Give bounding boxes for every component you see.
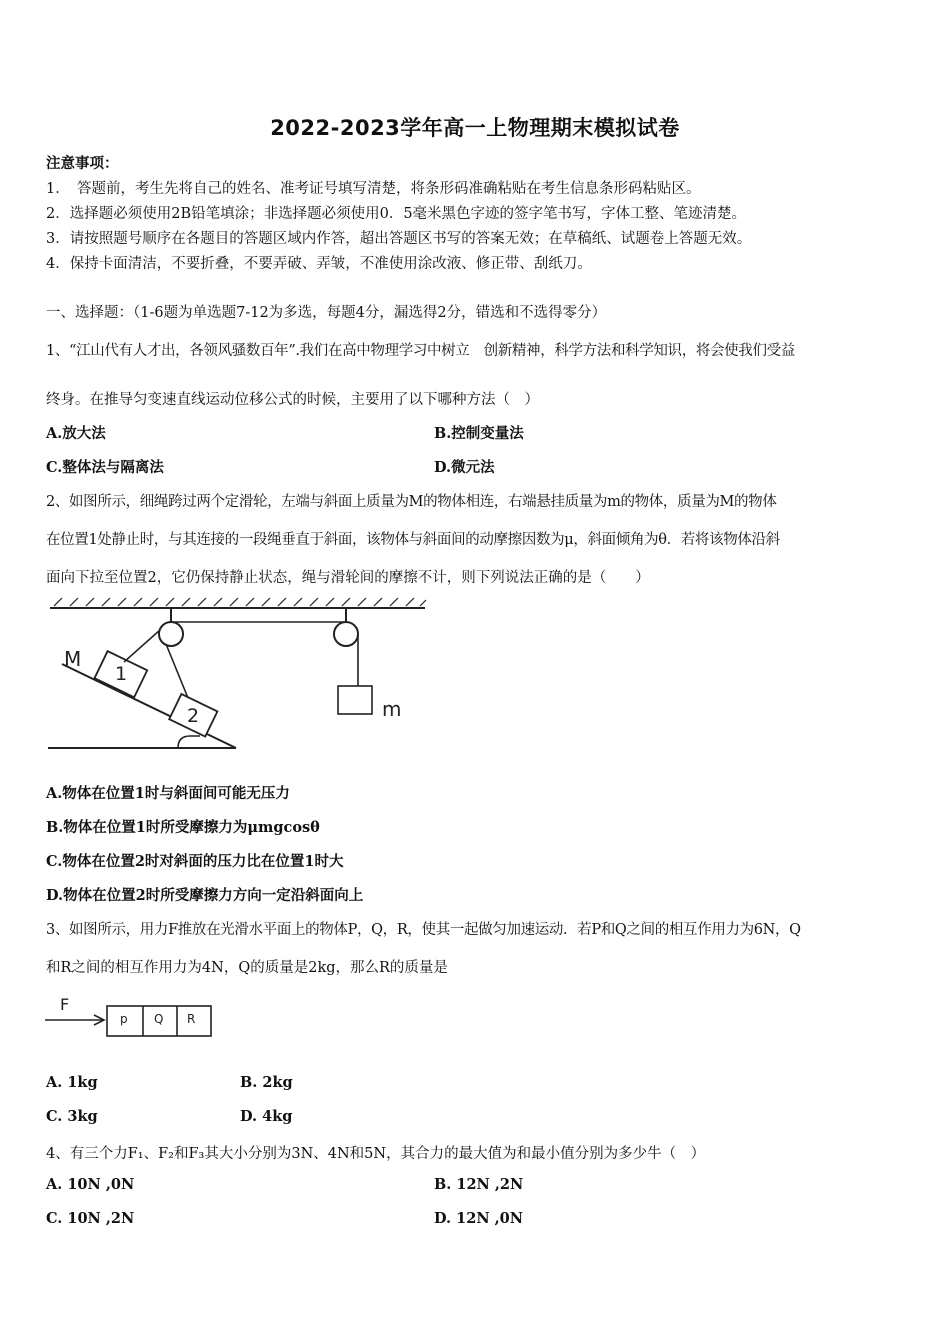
q1-stem-line2: 终身。在推导匀变速直线运动位移公式的时候，主要用了以下哪种方法（ ） <box>46 392 539 408</box>
label-1: 1 <box>115 663 128 685</box>
q2-option-d: D.物体在位置2时所受摩擦力方向一定沿斜面向上 <box>46 887 364 904</box>
q4-option-c: C. 10N ,2N <box>46 1210 135 1227</box>
q1-option-b: B.控制变量法 <box>434 425 524 442</box>
q1-option-a: A.放大法 <box>46 425 106 442</box>
label-R: R <box>187 1012 196 1026</box>
label-p: p <box>120 1012 128 1026</box>
pulley-incline-figure <box>40 596 440 756</box>
q4-option-d: D. 12N ,0N <box>434 1210 524 1227</box>
q4-stem-line1: 4、有三个力F₁、F₂和F₃其大小分别为3N、4N和5N，其合力的最大值为和最小值分别为多少牛（ ） <box>46 1146 706 1162</box>
label-2: 2 <box>187 705 200 727</box>
q3-option-b: B. 2kg <box>240 1074 293 1091</box>
q2-option-b: B.物体在位置1时所受摩擦力为μmgcosθ <box>46 819 320 836</box>
q1-option-d: D.微元法 <box>434 459 495 476</box>
note-item-4: 4．保持卡面清洁，不要折叠，不要弄破、弄皱，不准使用涂改液、修正带、刮纸刀。 <box>46 256 592 272</box>
q2-stem-line3: 面向下拉至位置2，它仍保持静止状态，绳与滑轮间的摩擦不计，则下列说法正确的是（ ） <box>46 570 650 586</box>
label-Q: Q <box>154 1012 164 1026</box>
q1-stem-line1: 1、“江山代有人才出，各领风骚数百年”.我们在高中物理学习中树立 创新精神，科学方法和科学知识，将会使我们受益 <box>46 343 795 359</box>
note-item-1: 1． 答题前，考生先将自己的姓名、准考证号填写清楚，将条形码准确粘贴在考生信息条形码粘贴区。 <box>46 181 701 197</box>
page-title: 2022-2023学年高一上物理期末模拟试卷 <box>270 116 680 140</box>
note-item-2: 2．选择题必须使用2B铅笔填涂；非选择题必须使用0．5毫米黑色字迹的签字笔书写，字体工整、笔迹清楚。 <box>46 206 747 222</box>
q3-stem-line2: 和R之间的相互作用力为4N，Q的质量是2kg，那么R的质量是 <box>46 960 448 976</box>
q3-option-d: D. 4kg <box>240 1108 293 1125</box>
notes-heading: 注意事项： <box>46 155 119 172</box>
q2-stem-line2: 在位置1处静止时，与其连接的一段绳垂直于斜面，该物体与斜面间的动摩擦因数为μ，斜面倾角为θ．若将该物体沿斜 <box>46 532 780 548</box>
label-m: m <box>382 697 402 721</box>
q3-stem-line1: 3、如图所示，用力F推放在光滑水平面上的物体P，Q，R，使其一起做匀加速运动．若P和Q之间的相互作用力为6N，Q <box>46 922 801 938</box>
q2-stem-line1: 2、如图所示，细绳跨过两个定滑轮，左端与斜面上质量为M的物体相连，右端悬挂质量为m的物体，质量为M的物体 <box>46 494 777 510</box>
q2-option-c: C.物体在位置2时对斜面的压力比在位置1时大 <box>46 853 344 870</box>
q3-option-a: A. 1kg <box>46 1074 98 1091</box>
label-F: F <box>60 995 70 1014</box>
q1-option-c: C.整体法与隔离法 <box>46 459 164 476</box>
label-M: M <box>64 647 82 671</box>
q4-option-b: B. 12N ,2N <box>434 1176 524 1193</box>
q2-option-a: A.物体在位置1时与斜面间可能无压力 <box>46 785 290 802</box>
q3-option-c: C. 3kg <box>46 1108 98 1125</box>
blocks-force-figure <box>40 992 230 1044</box>
q4-option-a: A. 10N ,0N <box>46 1176 135 1193</box>
section-heading: 一、选择题：（1-6题为单选题7-12为多选，每题4分，漏选得2分，错选和不选得零分） <box>46 305 607 321</box>
note-item-3: 3．请按照题号顺序在各题目的答题区域内作答，超出答题区书写的答案无效；在草稿纸、试题卷上答题无效。 <box>46 231 752 247</box>
